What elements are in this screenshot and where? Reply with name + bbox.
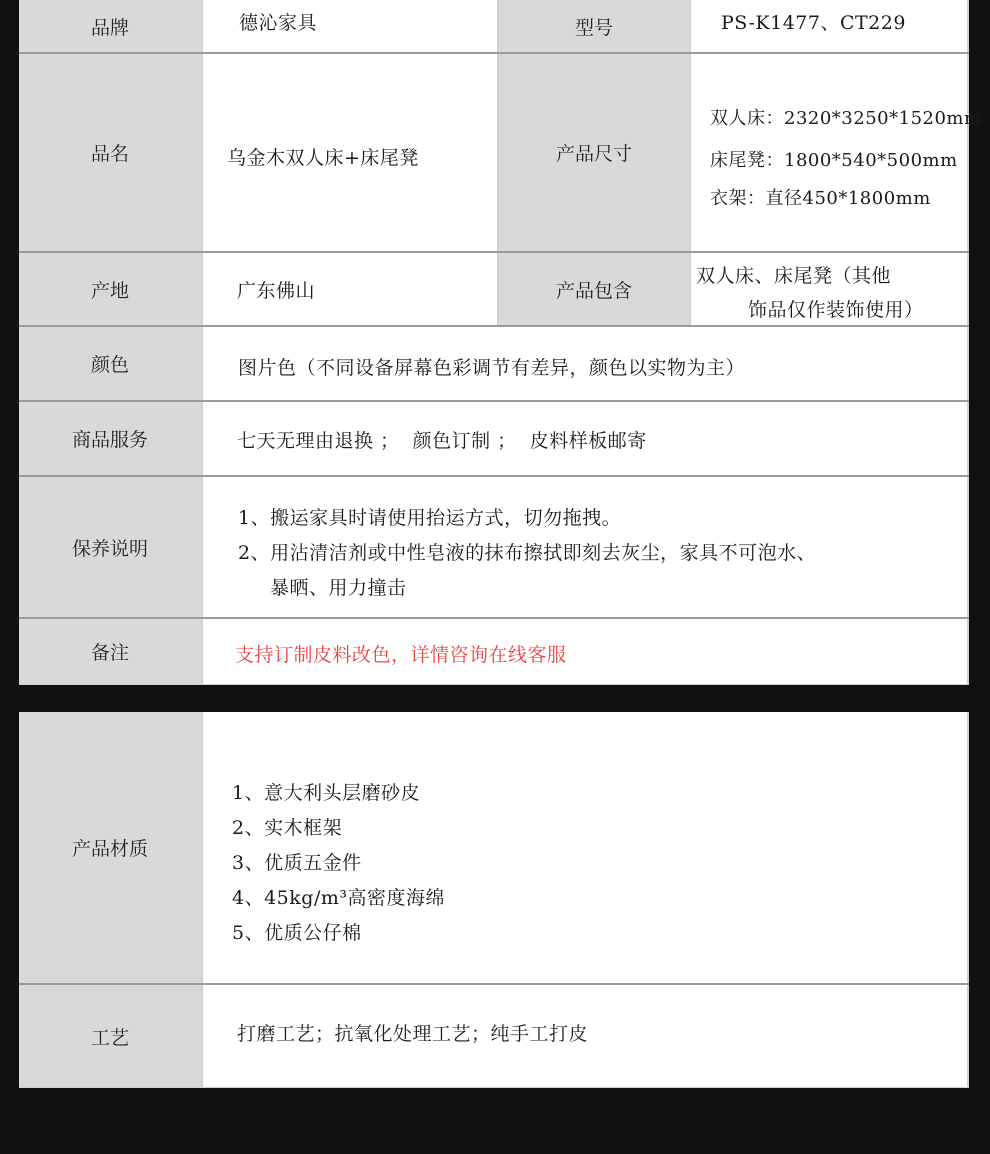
material-line: 5、优质公仔棉 bbox=[232, 922, 362, 944]
note-value: 支持订制皮料改色，详情咨询在线客服 bbox=[235, 644, 567, 666]
size-line: 双人床：2320*3250*1520mm bbox=[710, 108, 982, 129]
material-line: 3、优质五金件 bbox=[232, 852, 362, 874]
includes-line: 饰品仅作装饰使用） bbox=[748, 299, 924, 321]
craft-row bbox=[19, 985, 969, 1087]
origin-label: 产地 bbox=[19, 253, 201, 325]
name-value: 乌金木双人床+床尾凳 bbox=[227, 147, 419, 169]
model-value: PS-K1477、CT229 bbox=[721, 12, 906, 34]
material-line: 1、意大利头层磨砂皮 bbox=[232, 782, 421, 804]
brand-row bbox=[19, 0, 969, 52]
name-label: 品名 bbox=[19, 54, 201, 251]
brand-value: 德沁家具 bbox=[239, 12, 318, 34]
note-label: 备注 bbox=[19, 619, 201, 684]
care-row bbox=[19, 477, 969, 617]
care-label: 保养说明 bbox=[19, 477, 201, 617]
color-row bbox=[19, 327, 969, 400]
note-row bbox=[19, 619, 969, 684]
brand-label: 品牌 bbox=[19, 0, 201, 52]
size-line: 床尾凳：1800*540*500mm bbox=[710, 150, 958, 171]
material-row bbox=[19, 712, 969, 983]
craft-label: 工艺 bbox=[19, 985, 201, 1087]
service-label: 商品服务 bbox=[19, 402, 201, 475]
care-line: 暴晒、用力撞击 bbox=[270, 577, 407, 599]
craft-value: 打磨工艺；抗氧化处理工艺；纯手工打皮 bbox=[237, 1023, 589, 1045]
service-value: 七天无理由退换 ； 颜色订制 ； 皮料样板邮寄 bbox=[237, 430, 647, 452]
name-row bbox=[19, 54, 982, 251]
includes-line: 双人床、床尾凳（其他 bbox=[696, 265, 892, 287]
care-line: 1、搬运家具时请使用抬运方式，切勿拖拽。 bbox=[238, 507, 622, 529]
service-row bbox=[19, 402, 969, 475]
size-label: 产品尺寸 bbox=[499, 54, 689, 251]
material-table bbox=[19, 712, 969, 1088]
origin-value: 广东佛山 bbox=[237, 280, 316, 302]
origin-row bbox=[19, 253, 969, 325]
material-label: 产品材质 bbox=[19, 712, 201, 983]
care-line: 2、用沾清洁剂或中性皂液的抹布擦拭即刻去灰尘，家具不可泡水、 bbox=[238, 542, 817, 564]
size-line: 衣架：直径450*1800mm bbox=[710, 188, 931, 209]
material-line: 2、实木框架 bbox=[232, 817, 343, 839]
color-value: 图片色（不同设备屏幕色彩调节有差异，颜色以实物为主） bbox=[238, 357, 746, 379]
spec-table bbox=[19, 0, 982, 685]
model-label: 型号 bbox=[499, 0, 689, 52]
color-label: 颜色 bbox=[19, 327, 201, 400]
material-line: 4、45kg/m³高密度海绵 bbox=[232, 887, 445, 909]
includes-label: 产品包含 bbox=[499, 253, 689, 325]
